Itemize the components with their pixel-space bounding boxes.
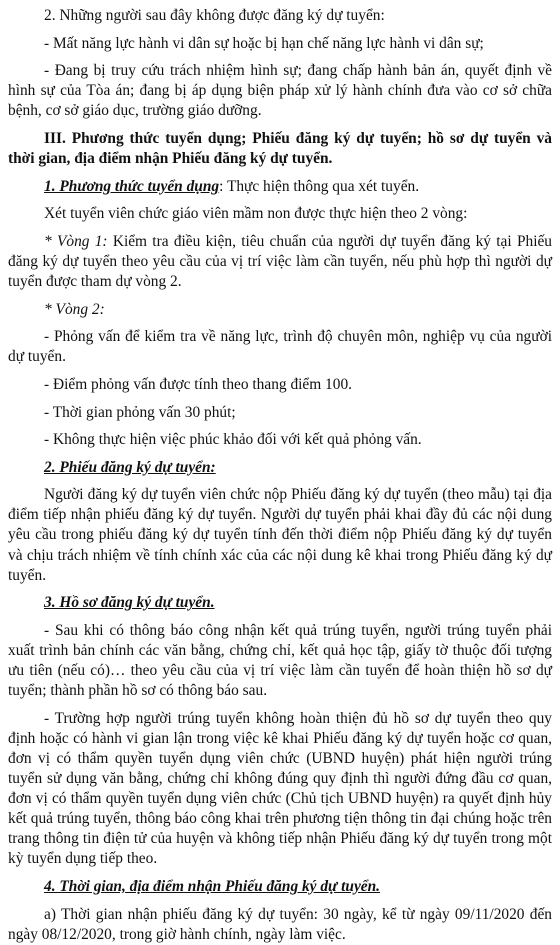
paragraph-item-2: 2. Những người sau đây không được đăng ký dự tuyển: (44, 7, 385, 24)
section-heading-iii: III. Phương thức tuyển dụng; Phiếu đăng ký dự tuyển; hồ sơ dự tuyển và thời gian, địa điểm nhận Phiếu đăng ký dự tuyển. (8, 129, 552, 168)
paragraph-interview: - Phỏng vấn để kiểm tra về năng lực, trình độ chuyên môn, nghiệp vụ của người dự tuyển. (8, 328, 552, 366)
paragraph-time: a) Thời gian nhận phiếu đăng ký dự tuyển: 30 ngày, kể từ ngày 09/11/2020 đến ngày 08/12/2020, trong giờ hành chính, ngày làm việc. (8, 905, 552, 943)
subsection-3-title: 3. Hồ sơ đăng ký dự tuyển. (44, 594, 215, 612)
subsection-1 (8, 177, 552, 197)
round-2-label: * Vòng 2: (44, 300, 105, 318)
paragraph-no-review: - Không thực hiện việc phúc khảo đối với kết quả phỏng vấn. (44, 431, 422, 449)
paragraph-registration-form: Người đăng ký dự tuyển viên chức nộp Phiếu đăng ký dự tuyển (theo mẫu) tại địa điểm tiếp nhận phiếu đăng ký dự tuyển. Người dự tuyển phải khai đầy đủ các nội dung yêu cầu trong phiếu đăng ký dự tuyển tính đến thời điểm nộp Phiếu đăng ký dự tuyển và chịu trách nhiệm về tính chính xác của các nội dung kê khai trong Phiếu đăng ký dự tuyển. (8, 486, 552, 584)
subsection-1-title: 1. Phương thức tuyển dụng (44, 177, 220, 195)
paragraph-cancellation: - Trường hợp người trúng tuyển không hoàn thiện đủ hồ sơ dự tuyển theo quy định hoặc có hành vi gian lận trong việc kê khai Phiếu đăng ký dự tuyển hoặc cơ quan, đơn vị có thẩm quyền tuyển dụng viên chức (UBND huyện) phát hiện người trúng tuyển sử dụng văn bằng, chứng chỉ không đúng quy định thì người đứng đầu cơ quan, đơn vị có thẩm quyền tuyển dụng viên chức (Chủ tịch UBND huyện) ra quyết định hủy kết quả trúng tuyển, thông báo công khai trên phương tiện thông tin đại chúng hoặc trên trang thông tin điện tử của huyện và không tiếp nhận Phiếu đăng ký dự tuyển trong một kỳ tuyển dụng tiếp theo. (8, 709, 552, 868)
paragraph-civil-capacity: - Mất năng lực hành vi dân sự hoặc bị hạn chế năng lực hành vi dân sự; (44, 34, 484, 52)
subsection-2-title: 2. Phiếu đăng ký dự tuyển: (44, 458, 216, 476)
paragraph-two-rounds: Xét tuyển viên chức giáo viên mầm non được thực hiện theo 2 vòng: (44, 205, 468, 223)
round-1 (8, 232, 552, 292)
paragraph-documents: - Sau khi có thông báo công nhận kết quả trúng tuyển, người trúng tuyển phải xuất trình bản chính các văn bằng, chứng chỉ, kết quả học tập, giấy tờ thuộc đối tượng ưu tiên (nếu có)… theo yêu cầu của vị trí việc làm cần tuyển để hoàn thiện hồ sơ dự tuyển; thành phần hồ sơ có thông báo sau. (8, 621, 552, 700)
subsection-1-text: : Thực hiện thông qua xét tuyển. (219, 177, 420, 195)
round-1-text: Kiểm tra điều kiện, tiêu chuẩn của người dự tuyển đăng ký tại Phiếu đăng ký dự tuyển theo yêu cầu của vị trí việc làm cần tuyển, nếu phù hợp thì người dự tuyển được tham dự vòng 2. (8, 232, 552, 291)
paragraph-criminal: - Đang bị truy cứu trách nhiệm hình sự; đang chấp hành bản án, quyết định về hình sự của Tòa án; đang bị áp dụng biện pháp xử lý hành chính đưa vào cơ sở chữa bệnh, cơ sở giáo dục, trường giáo dưỡng. (8, 62, 552, 120)
subsection-4-title: 4. Thời gian, địa điểm nhận Phiếu đăng ký dự tuyển. (44, 877, 381, 895)
round-1-label: * Vòng 1: (44, 232, 108, 250)
paragraph-score: - Điểm phỏng vấn được tính theo thang điểm 100. (44, 375, 352, 393)
paragraph-duration: - Thời gian phỏng vấn 30 phút; (44, 403, 236, 421)
